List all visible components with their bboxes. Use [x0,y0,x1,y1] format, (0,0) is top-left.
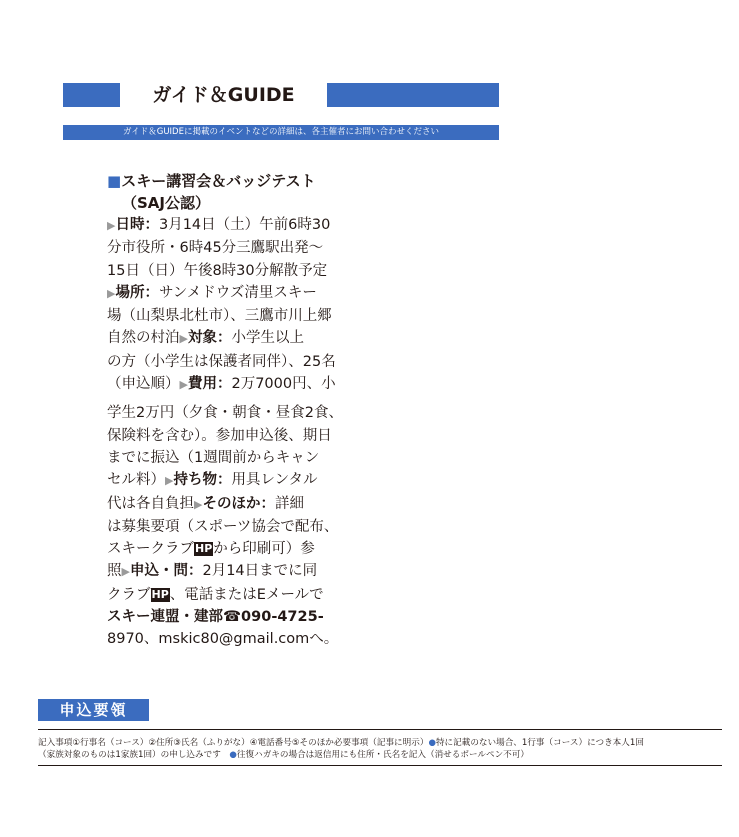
body-line: は募集要項（スポーツ協会で配布、 [107,518,339,535]
divider-bottom [38,765,722,766]
body-text: （申込順） [107,376,180,393]
body-line: 場（山梨県北杜市）、三鷹市川上郷 [107,308,332,325]
hp-icon: HP [195,542,213,556]
section-subtitle: ガイド＆GUIDEに掲載のイベントなどの詳細は、各主催者にお問い合わせください [63,125,499,140]
body-text: 小学生以上 [231,330,304,347]
apply-text: 特に記載のない場合、1行事（コース）につき本人1回 [435,738,644,748]
body-text: セル料） [107,472,165,489]
body-text: 2万7000円、小 [231,376,336,393]
body-text: 代は各自負担 [107,495,194,512]
body-line: 学生2万円（夕食・朝食・昼食2食、 [107,405,343,422]
header-bar-left [63,83,120,107]
triangle-marker-icon: ▶ [107,219,116,232]
apply-text: （家族対象のものは1家族1回）の申し込みです [38,750,221,760]
body-text: スキークラブ [107,541,194,558]
label-target: 対象： [187,330,232,347]
body-text: 、電話またはEメールで [169,586,324,603]
body-text: 2月14日までに同 [202,563,318,580]
apply-text: 記入事項①行事名（コース）②住所③氏名（ふりがな）④電話番号⑤そのほか必要事項（記事に明示） [38,738,429,748]
body-line: までに振込（1週間前からキャン [107,449,320,466]
body-line: 保険料を含む）。参加申込後、期日 [107,427,332,444]
label-contact: 申込・問： [129,563,203,580]
body-text: 用具レンタル [231,472,318,489]
label-other: そのほか： [202,495,275,512]
section-title: ガイド＆GUIDE [152,84,295,106]
body-text: 詳細 [274,495,304,512]
event-title [107,170,316,214]
triangle-marker-icon: ▶ [107,286,116,300]
apply-text: 往復ハガキの場合は返信用にも住所・氏名を記入（消せるボールペン不可） [236,750,529,760]
contact-email: 8970、mskic80@gmail.comへ。 [107,631,339,648]
bullet-icon: ● [428,738,436,748]
body-line: の方（小学生は保護者同伴）、25名 [107,353,336,370]
apply-guidelines-badge: 申込要領 [38,699,149,721]
body-text: サンメドウズ清里スキー [158,284,317,301]
triangle-marker-icon: ▶ [179,378,188,392]
contact-name-phone: スキー連盟・建部☎090-4725- [107,609,324,626]
triangle-marker-icon: ▶ [179,332,188,346]
label-datetime: 日時： [115,217,159,233]
body-text: クラブ [107,586,151,603]
bullet-icon: ● [229,750,237,760]
body-line: 15日（日）午後8時30分解散予定 [107,262,328,279]
header-bar-right [327,83,499,107]
divider-top [38,729,722,730]
triangle-marker-icon: ▶ [194,497,203,511]
apply-guidelines-text [38,737,722,761]
square-marker-icon: ■ [107,172,122,190]
event-title-line1: スキー講習会＆バッジテスト [121,172,316,190]
body-text: 自然の村泊 [107,330,180,347]
body-text: 3月14日（土）午前6時30 [158,217,331,233]
triangle-marker-icon: ▶ [165,474,174,488]
triangle-marker-icon: ▶ [121,565,130,579]
body-text: から印刷可）参 [213,541,315,558]
event-body [107,214,365,651]
label-place: 場所： [115,284,159,301]
hp-icon: HP [151,587,169,601]
event-title-line2: （SAJ公認） [122,194,210,212]
body-text: 照 [107,563,122,580]
label-items: 持ち物： [173,472,232,489]
body-line: 分市役所・6時45分三鷹駅出発〜 [107,240,324,257]
label-cost: 費用： [187,376,232,393]
